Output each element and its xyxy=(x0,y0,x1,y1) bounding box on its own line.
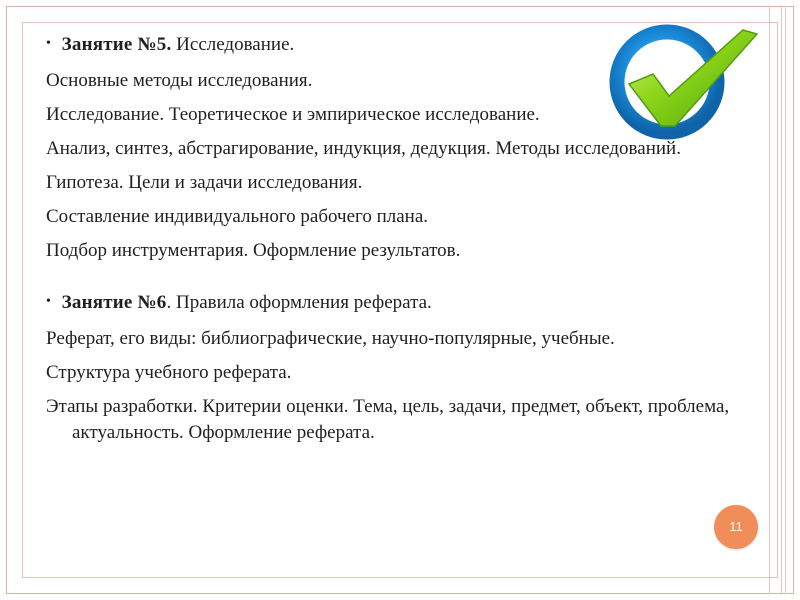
decorative-stripe xyxy=(785,6,786,594)
lesson-5-item: Составление индивидуального рабочего плана. xyxy=(46,206,429,227)
lesson-5-title: Занятие №5. xyxy=(61,34,172,55)
page-number-badge: 11 xyxy=(714,505,758,549)
lesson-5-item: Гипотеза. Цели и задачи исследования. xyxy=(46,172,363,193)
bullet-icon: • xyxy=(46,294,51,309)
slide-content xyxy=(46,30,736,454)
lesson-5-item: Анализ, синтез, абстрагирование, индукция, дедукция. Методы исследований. xyxy=(46,138,681,159)
lesson-5-item: Основные методы исследования. xyxy=(46,70,313,91)
decorative-stripe xyxy=(769,6,770,594)
lesson-5-heading xyxy=(46,32,736,60)
lesson-6-item: Реферат, его виды: библиографические, научно-популярные, учебные. xyxy=(46,328,615,349)
bullet-icon: • xyxy=(46,36,51,51)
lesson-5-item: Подбор инструментария. Оформление результатов. xyxy=(46,240,461,261)
lesson-6-title: Занятие №6 xyxy=(61,292,167,313)
lesson-5-subtitle: Исследование. xyxy=(176,34,295,55)
lesson-6-item: Этапы разработки. Критерии оценки. Тема, цель, задачи, предмет, объект, проблема, актуальность. Оформление реферата. xyxy=(46,396,730,443)
lesson-5-item: Исследование. Теоретическое и эмпирическое исследование. xyxy=(46,104,540,125)
lesson-6-subtitle: . Правила оформления реферата. xyxy=(166,292,432,313)
decorative-stripe xyxy=(781,6,782,594)
lesson-6-item: Структура учебного реферата. xyxy=(46,362,292,383)
lesson-6-heading xyxy=(46,290,736,318)
